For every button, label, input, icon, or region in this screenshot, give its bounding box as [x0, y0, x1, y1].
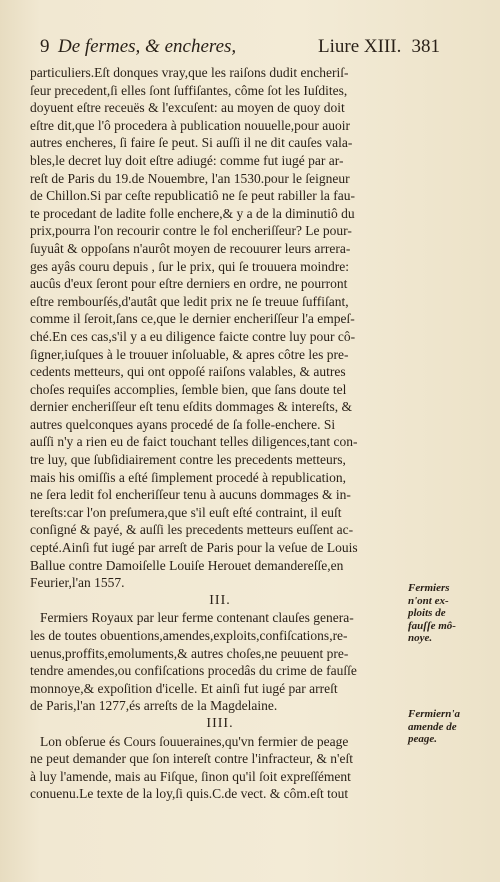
- text-line: ſeur precedent,ſi elles ſont ſuffiſantes, côme ſot les Iuſdites,: [30, 82, 348, 98]
- text-line: Feurier,l'an 1557.: [30, 575, 125, 591]
- text-line: comme il ſeroit,ſans ce,que le dernier encheriſſeur l'a empeſ-: [30, 311, 355, 327]
- text-line: mais his omiſſis a eſté ſimplement procedé à republication,: [30, 469, 347, 485]
- text-line: les de toutes obuentions,amendes,exploits,confiſcations,re-: [30, 628, 348, 643]
- text-line: uenus,proffits,emoluments,& autres choſes,ne peuuent pre-: [30, 645, 349, 661]
- running-title: De fermes, & encheres,: [58, 36, 237, 57]
- text-line: tendre amendes,ou confiſcations procedâs du crime de fauſſe: [30, 663, 357, 679]
- text-line: cepté.Ainſi fut iugé par arreſt de Paris pour la veſue de Louis: [30, 540, 358, 556]
- section-number-3: III.: [209, 592, 231, 608]
- paragraph-continued: [30, 64, 410, 592]
- text-line: choſes requiſes accomplies, ſemble bien, que ſans doute tel: [30, 381, 347, 397]
- folio-number: 381: [411, 36, 440, 57]
- text-line: auſſi n'y a rien eu de faict touchant telles diligences,tant con-: [30, 434, 358, 450]
- margin-note-line: peage.: [408, 733, 438, 745]
- margin-note-line: amende de: [408, 720, 457, 733]
- text-line: tre luy, que ſubſidiairement contre les precedents metteurs,: [30, 452, 346, 468]
- text-line: ne ſera ledit fol encheriſſeur tenu à aucuns dommages & in-: [30, 487, 351, 503]
- page-header: [40, 36, 440, 64]
- text-line: autres quelconques ayans procedé de ſa folle-enchere. Si: [30, 416, 336, 432]
- text-line: Lon obſerue és Cours ſouueraines,qu'vn fermier de peage: [40, 733, 349, 749]
- text-line: particuliers.Eſt donques vray,que les raiſons dudit encheriſ-: [30, 65, 349, 80]
- margin-note-peage: [408, 708, 494, 746]
- margin-note-line: n'ont ex-: [408, 594, 449, 607]
- text-line: Fermiers Royaux par leur ferme contenant clauſes genera-: [40, 610, 354, 626]
- text-line: bles,le decret luy doit eſtre adiugé: comme fut iugé par ar-: [30, 152, 344, 168]
- section-number-4: IIII.: [206, 715, 234, 731]
- text-line: cedents metteurs, qui ont oppoſé raiſons valables, & autres: [30, 364, 346, 380]
- page-number-left: 9: [40, 36, 50, 57]
- book-number: Liure XIII.: [318, 36, 402, 57]
- text-line: de Paris,l'an 1277,és arreſts de la Magdelaine.: [30, 698, 278, 714]
- paragraph-section-4: [30, 733, 410, 803]
- margin-note-line: Fermiers: [408, 582, 450, 594]
- margin-note-line: ploits de: [408, 607, 446, 619]
- paragraph-section-3: [30, 609, 410, 715]
- text-line: ne peut demander que ſon intereſt contre l'infracteur, & n'eſt: [30, 751, 353, 767]
- text-line: prix,pourra l'on recourir contre le fol encheriſſeur? Le pour-: [30, 223, 352, 239]
- text-line: eſtre dit,que l'ô procedera à publication nouuelle,pour auoir: [30, 117, 350, 133]
- text-line: monnoye,& expoſition d'icelle. Et ainſi fut iugé par arreſt: [30, 680, 338, 696]
- text-line: doyuent eſtre receuës & l'excuſent: au moyen de quoy doit: [30, 100, 345, 116]
- text-line: de Chillon.Si par ceſte republicatiô ne ſe peut rabiller la fau-: [30, 188, 356, 204]
- text-line: conſigné & payé, & auſſi les precedents metteurs euſſent ac-: [30, 522, 354, 538]
- margin-note-line: fauſſe mô-: [408, 619, 456, 632]
- text-line: à luy l'amende, mais au Fiſque, ſinon qu'il ſoit expreſſément: [30, 768, 351, 784]
- text-line: tereſts:car l'on preſumera,que s'il euſt eſté contraint, il euſt: [30, 504, 342, 520]
- text-line: autres encheres, ſi faire ſe peut. Si auſſi il ne dit cauſes vala-: [30, 135, 353, 151]
- text-line: te procedant de ladite folle enchere,& y a de la diminutiô du: [30, 205, 355, 221]
- main-text: [30, 64, 410, 803]
- text-line: ges ayâs couru depuis , ſur le prix, qui ſe trouuera moindre:: [30, 258, 350, 274]
- margin-note-line: noye.: [408, 632, 433, 644]
- text-line: eſtre rembourſés,d'autât que ledit prix ne ſe treuue ſuffiſant,: [30, 293, 349, 309]
- margin-note-fermiers: [408, 582, 494, 645]
- text-line: dernier encheriſſeur eſt tenu eſdits dommages & intereſts, &: [30, 399, 353, 415]
- margin-note-line: Fermiern'a: [408, 708, 460, 720]
- text-line: ché.En ces cas,s'il y a eu diligence faicte contre luy pour cô-: [30, 328, 356, 344]
- text-line: Ballue contre Damoiſelle Louiſe Herouet demandereſſe,en: [30, 557, 344, 573]
- text-line: ſigner,iuſques à le trouuer inſoluable, & apres côtre les pre-: [30, 346, 349, 362]
- text-line: ſuyuât & oppoſans n'aurôt moyen de recouurer leurs arrera-: [30, 240, 351, 256]
- text-line: reſt de Paris du 19.de Nouembre, l'an 1530.pour le ſeigneur: [30, 170, 350, 186]
- text-line: conuenu.Le texte de la loy,ſi quis.C.de vect. & côm.eſt tout: [30, 786, 349, 802]
- text-line: aucûs d'eux ſeront pour eſtre derniers en ordre, ne pourront: [30, 276, 348, 292]
